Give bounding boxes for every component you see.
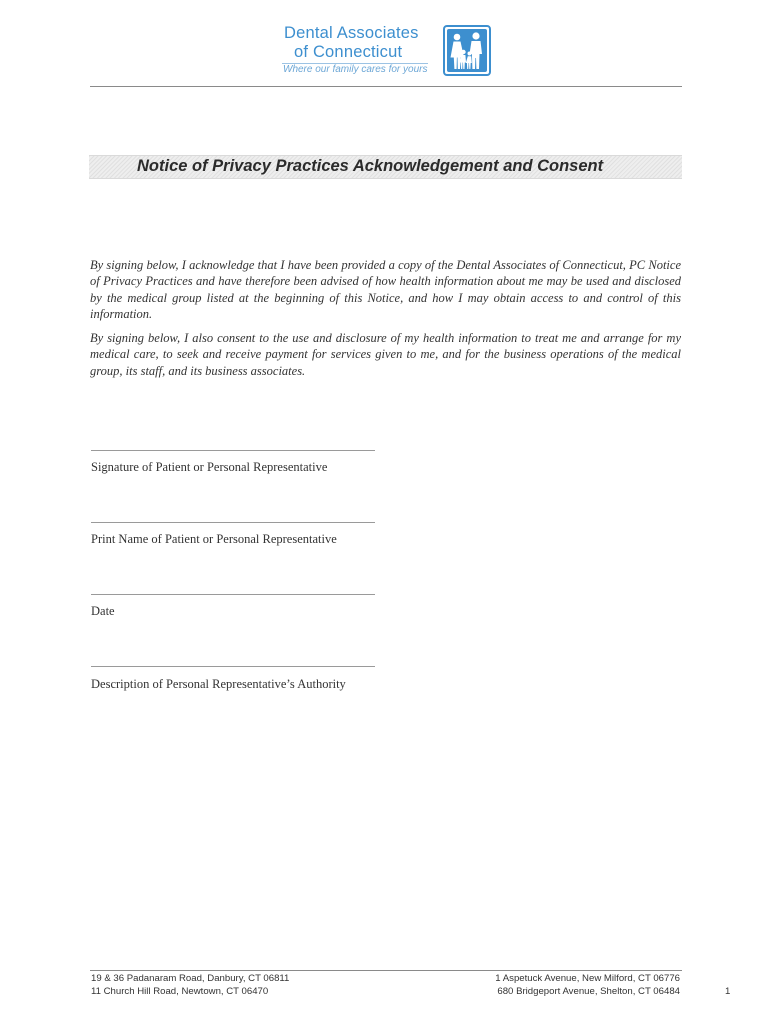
header-divider: [90, 86, 682, 87]
document-title: Notice of Privacy Practices Acknowledgement and Consent: [137, 157, 604, 175]
footer-address: 1 Aspetuck Avenue, New Milford, CT 06776: [495, 973, 680, 984]
footer-addresses-right: [495, 973, 680, 998]
logo-name-line-2: of Connecticut: [294, 43, 403, 61]
date-line[interactable]: [91, 594, 375, 595]
footer-address: 11 Church Hill Road, Newtown, CT 06470: [91, 985, 269, 997]
signature-line[interactable]: [91, 450, 375, 451]
acknowledgement-paragraph: By signing below, I acknowledge that I have been provided a copy of the Dental Associates of Connecticut, PC Notice of Privacy Practices and have therefore been advised of how health information about me may be used and disclosed by the medical group listed at the beginning of this Notice, and how I may obtain access to and control of this information.: [90, 258, 681, 321]
page-number: 1: [725, 986, 731, 997]
consent-paragraph: By signing below, I also consent to the use and disclosure of my health information to treat me and arrange for my medical care, to seek and receive payment for services given to me, and for the business operations of the medical group, its staff, and its business associates.: [90, 331, 681, 378]
print-name-label: Print Name of Patient or Personal Representative: [91, 532, 337, 546]
logo-tagline: Where our family cares for yours: [283, 64, 428, 75]
signature-label: Signature of Patient or Personal Representative: [91, 460, 328, 474]
date-label: Date: [91, 604, 115, 618]
footer-address: 680 Bridgeport Avenue, Shelton, CT 06484: [497, 985, 680, 997]
authority-description-label: Description of Personal Representative’s Authority: [91, 677, 346, 691]
company-logo: [280, 22, 492, 80]
footer-addresses-left: [91, 973, 289, 998]
footer-address: 19 & 36 Padanaram Road, Danbury, CT 06811: [91, 973, 290, 984]
print-name-line[interactable]: [91, 522, 375, 523]
family-icon: [443, 25, 491, 76]
title-banner: [89, 155, 682, 179]
authority-description-line[interactable]: [91, 666, 375, 667]
logo-name-line-1: Dental Associates: [284, 24, 419, 42]
footer-divider: [90, 970, 682, 971]
